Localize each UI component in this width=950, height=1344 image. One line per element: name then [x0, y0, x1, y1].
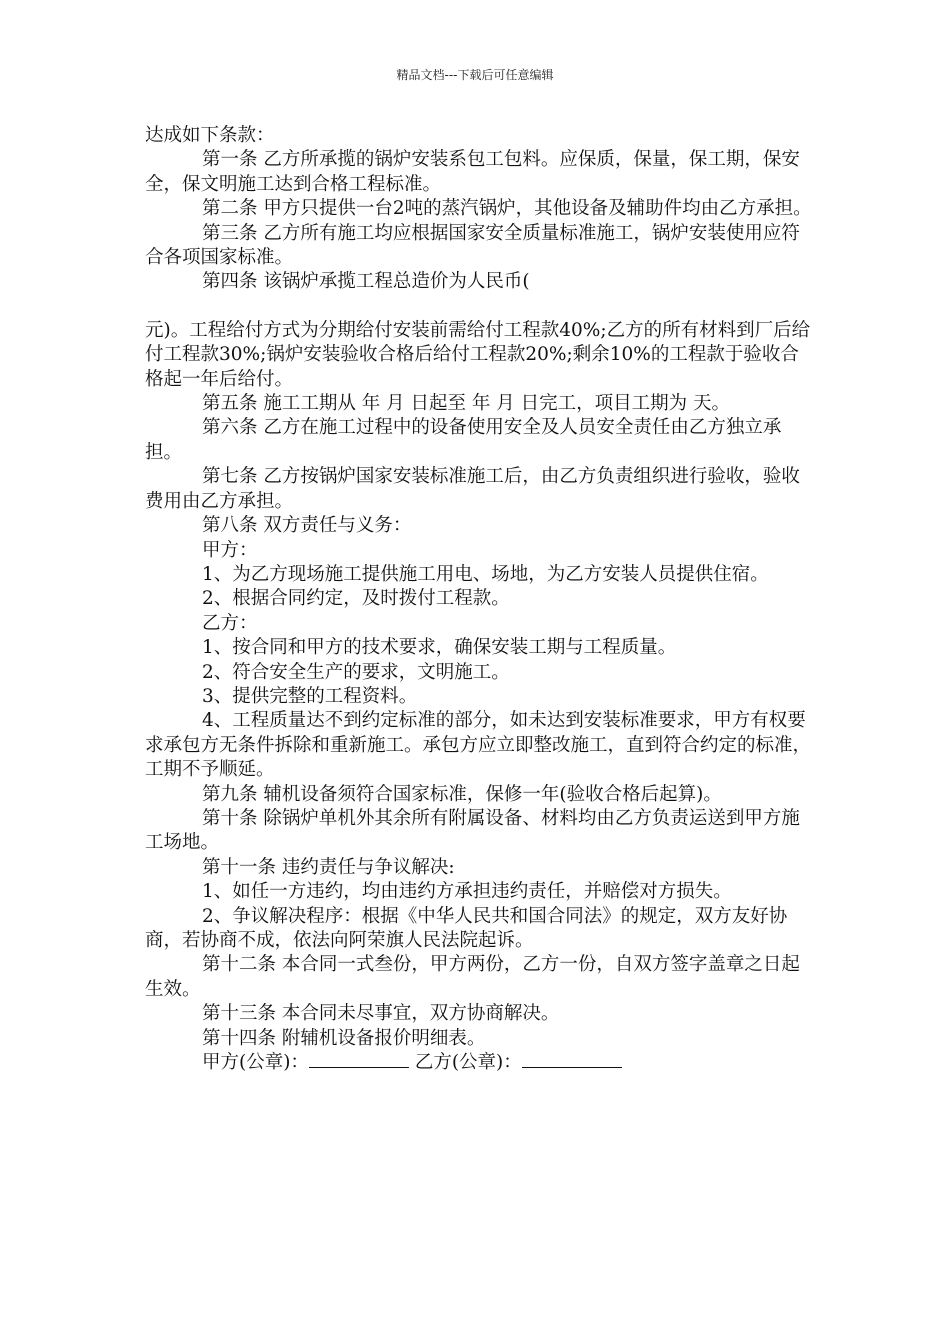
- party-a-seal-blank: [309, 1051, 409, 1068]
- blank-gap: [145, 295, 815, 319]
- party-a-seal-label: 甲方(公章)：: [202, 1052, 309, 1074]
- party-b-duty-4: 4、工程质量达不到约定标准的部分，如未达到安装标准要求，甲方有权要求承包方无条件拆除和重新施工。承包方应立即整改施工，直到符合约定的标准，工期不予顺延。: [145, 710, 812, 781]
- article-8: 第八条 双方责任与义务：: [202, 515, 412, 537]
- paragraph-intro: 达成如下条款：: [145, 125, 275, 146]
- party-b-duty-1: 1、按合同和甲方的技术要求，确保安装工期与工程质量。: [202, 637, 677, 659]
- article-11-item-1: 1、如任一方违约，均由违约方承担违约责任，并赔偿对方损失。: [202, 881, 732, 903]
- party-b-duty-2: 2、符合安全生产的要求，文明施工。: [202, 661, 510, 683]
- article-4-payment: 元)。工程给付方式为分期给付安装前需给付工程款40%;乙方的所有材料到厂后给付工程款30%;锅炉安装验收合格后给付工程款20%;剩余10%的工程款于验收合格起一年后给付。: [145, 319, 811, 390]
- page-header: 精品文档---下载后可任意编辑: [396, 68, 554, 82]
- party-b-heading: 乙方：: [202, 612, 258, 634]
- signature-line: [145, 1051, 815, 1075]
- party-a-heading: 甲方：: [202, 539, 258, 561]
- article-2: 第二条 甲方只提供一台2吨的蒸汽锅炉，其他设备及辅助件均由乙方承担。: [202, 198, 812, 220]
- article-11: 第十一条 违约责任与争议解决:: [202, 856, 455, 878]
- article-3: 第三条 乙方所有施工均应根据国家安全质量标准施工，锅炉安装使用应符合各项国家标准。: [145, 222, 800, 269]
- article-9: 第九条 辅机设备须符合国家标准，保修一年(验收合格后起算)。: [202, 783, 722, 805]
- article-11-item-2: 2、争议解决程序：根据《中华人民共和国合同法》的规定，双方友好协商，若协商不成，依法向阿荣旗人民法院起诉。: [145, 905, 788, 951]
- party-b-seal-label: 乙方(公章)：: [414, 1052, 522, 1074]
- article-4: 第四条 该锅炉承揽工程总造价为人民币(: [202, 271, 530, 293]
- article-14: 第十四条 附辅机设备报价明细表。: [202, 1027, 486, 1049]
- document-body: [145, 124, 815, 1075]
- party-b-duty-3: 3、提供完整的工程资料。: [202, 685, 418, 707]
- article-7: 第七条 乙方按锅炉国家安装标准施工后，由乙方负责组织进行验收，验收费用由乙方承担。: [145, 466, 800, 512]
- article-12: 第十二条 本合同一式叁份，甲方两份，乙方一份，自双方签字盖章之日起生效。: [145, 954, 800, 1000]
- article-5: 第五条 施工工期从 年 月 日起至 年 月 日完工，项目工期为 天。: [202, 393, 731, 415]
- article-13: 第十三条 本合同未尽事宜，双方协商解决。: [202, 1003, 560, 1025]
- article-10: 第十条 除锅炉单机外其余所有附属设备、材料均由乙方负责运送到甲方施工场地。: [145, 807, 800, 854]
- party-a-duty-1: 1、为乙方现场施工提供施工用电、场地，为乙方安装人员提供住宿。: [202, 563, 769, 585]
- party-a-duty-2: 2、根据合同约定，及时拨付工程款。: [202, 588, 510, 610]
- article-6: 第六条 乙方在施工过程中的设备使用安全及人员安全责任由乙方独立承担。: [145, 417, 782, 463]
- article-1: 第一条 乙方所承揽的锅炉安装系包工包料。应保质，保量，保工期，保安全，保文明施工达到合格工程标准。: [145, 149, 800, 195]
- party-b-seal-blank: [522, 1051, 622, 1068]
